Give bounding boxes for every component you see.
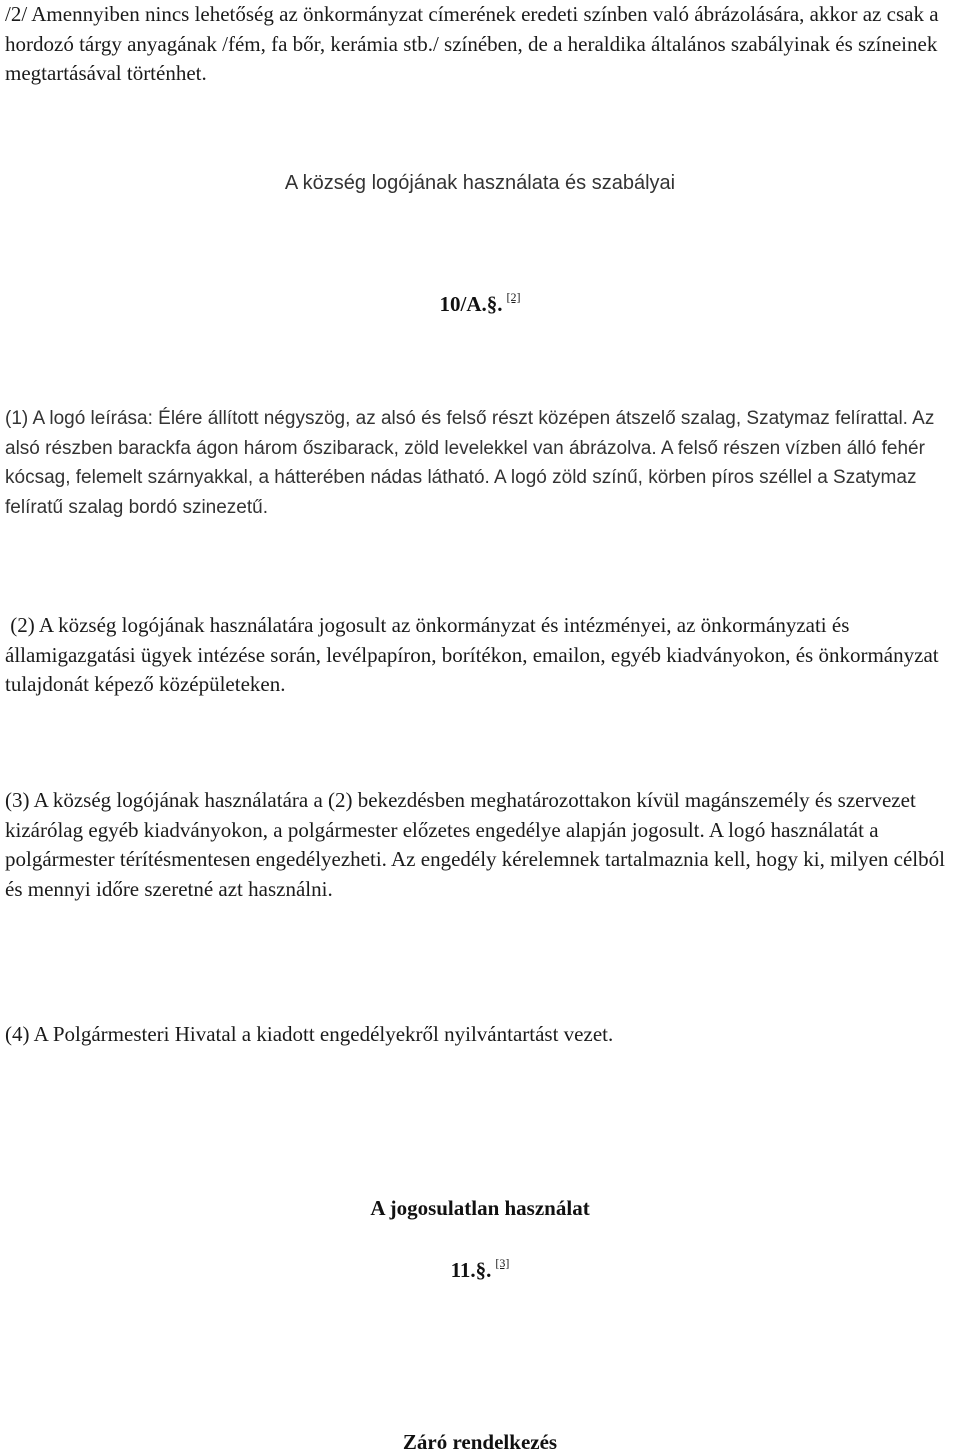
footnote-link-2[interactable]: [2] [506,290,521,304]
paragraph-1: (1) A logó leírása: Élére állított négyszög, az alsó és felső részt középen átszelő szalag, Szatymaz felírattal. Az alsó részben barackfa ágon három őszibarack, zöld levelekkel van ábrázolva. A felső részen vízben álló fehér kócsag, felemelt szárnyakkal, a hátterében nádas látható. A logó zöld színű, körben píros széllel a Szatymaz felíratű szalag bordó szinezetű. [5,408,935,518]
section-11-title [0,1256,960,1283]
paragraph-4: (4) A Polgármesteri Hivatal a kiadott engedélyekről nyilvántartást vezet. [5,1022,614,1046]
section-10a-title [0,290,960,317]
footnote-link-3[interactable]: [3] [495,1256,510,1270]
logo-section-heading: A község logójának használata és szabályai [284,172,676,194]
intro-paragraph: /2/ Amennyiben nincs lehetőség az önkormányzat címerének eredeti színben való ábrázolására, akkor az csak a hordozó tárgy anyagának /fém, fa bőr, kerámia stb./ színében, de a heraldika általános szabályinak és színeinek megtartásával történhet. [5,2,939,85]
paragraph-2: (2) A község logójának használatára jogosult az önkormányzat és intézményei, az önkormányzati és államigazgatási ügyek intézése során, levélpapíron, borítékon, emailon, egyéb kiadványokon, és önkormányzat tulajdonát képező középületeken. [5,613,944,696]
unauthorized-use-heading: A jogosulatlan használat [370,1196,590,1220]
paragraph-3: (3) A község logójának használatára a (2) bekezdésben meghatározottakon kívül magánszemély és szervezet kizárólag egyéb kiadványokon, a polgármester előzetes engedélye alapján jogosult. A logó használatát a polgármester térítésmentesen engedélyezheti. Az engedély kérelemnek tartalmaznia kell, hogy ki, milyen célból és mennyi időre szeretné azt használni. [5,788,945,901]
closing-provisions-heading: Záró rendelkezés [402,1430,558,1454]
section-number: 10/A.§. [439,292,503,316]
section-number: 11.§. [450,1258,492,1282]
